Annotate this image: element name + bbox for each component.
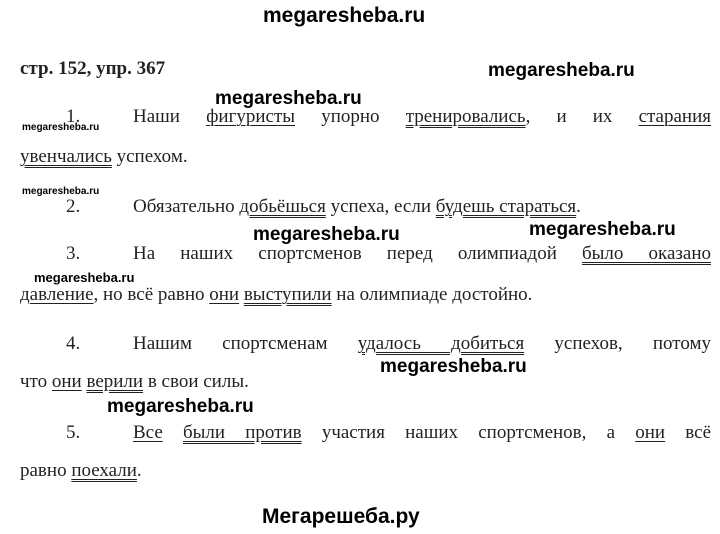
predicate-text: выступили — [243, 284, 332, 305]
sentence-text: Наши — [133, 106, 207, 127]
item-number: 4. — [66, 333, 81, 354]
sentence-text: в свои силы. — [143, 371, 249, 392]
predicate-text: удалось добиться — [357, 333, 525, 354]
predicate-text: верили — [86, 371, 144, 392]
sentence-text: успехов, потому — [524, 333, 711, 354]
item-line — [133, 333, 711, 355]
sentence-text: . — [576, 196, 581, 217]
sentence-text — [163, 422, 183, 443]
item-line — [20, 371, 249, 393]
sentence-text: Нашим спортсменам — [133, 333, 358, 354]
sentence-text: успехом. — [111, 146, 188, 167]
item-number: 3. — [66, 243, 81, 264]
sentence-text: упорно — [295, 106, 406, 127]
sentence-text: участия наших спортсменов, а — [301, 422, 636, 443]
watermark: megaresheba.ru — [215, 88, 362, 109]
header-watermark: megaresheba.ru — [263, 4, 426, 27]
item-number: 5. — [66, 422, 81, 443]
item-line — [20, 146, 188, 168]
predicate-text: были против — [182, 422, 302, 443]
item-line — [20, 284, 532, 306]
sentence-text: успеха, если — [325, 196, 436, 217]
sentence-text: . — [136, 460, 142, 481]
sentence-text: На наших спортсменов перед олимпиадой — [133, 243, 582, 264]
predicate-text: поехали — [71, 460, 137, 481]
sentence-text: что — [20, 371, 52, 392]
item-line — [133, 196, 581, 218]
item-line — [20, 460, 142, 482]
watermark: megaresheba.ru — [380, 356, 527, 377]
watermark: megaresheba.ru — [488, 60, 635, 81]
subject-text: Все — [133, 422, 163, 443]
subject-text: старания — [638, 106, 712, 127]
watermark: megaresheba.ru — [253, 224, 400, 245]
sentence-text: всё — [665, 422, 711, 443]
predicate-text: увенчались — [20, 146, 112, 167]
item-line — [133, 422, 711, 444]
sentence-text: , и их — [525, 106, 639, 127]
predicate-text: будешь стараться — [435, 196, 577, 217]
subject-text: фигуристы — [206, 106, 296, 127]
subject-text: они — [51, 371, 82, 392]
predicate-text: было оказано — [581, 243, 711, 264]
item-number: 1. — [66, 106, 81, 127]
sentence-text: равно — [20, 460, 72, 481]
sentence-text: на олимпиаде достойно. — [331, 284, 533, 305]
item-line — [133, 243, 711, 265]
predicate-text: добьёшься — [239, 196, 326, 217]
item-number: 2. — [66, 196, 81, 217]
item-line — [133, 106, 711, 128]
subject-text: они — [635, 422, 666, 443]
sentence-text: Обязательно — [133, 196, 240, 217]
watermark: megaresheba.ru — [22, 122, 100, 133]
watermark: megaresheba.ru — [22, 186, 100, 197]
page-title: стр. 152, упр. 367 — [20, 58, 166, 79]
sentence-text: , но всё равно — [93, 284, 210, 305]
subject-text: давление — [20, 284, 94, 305]
footer-title: Мегарешеба.ру — [262, 505, 420, 528]
subject-text: они — [209, 284, 240, 305]
watermark: megaresheba.ru — [529, 219, 676, 240]
watermark: megaresheba.ru — [107, 396, 254, 417]
predicate-text: тренировались — [405, 106, 526, 127]
watermark: megaresheba.ru — [34, 270, 135, 285]
